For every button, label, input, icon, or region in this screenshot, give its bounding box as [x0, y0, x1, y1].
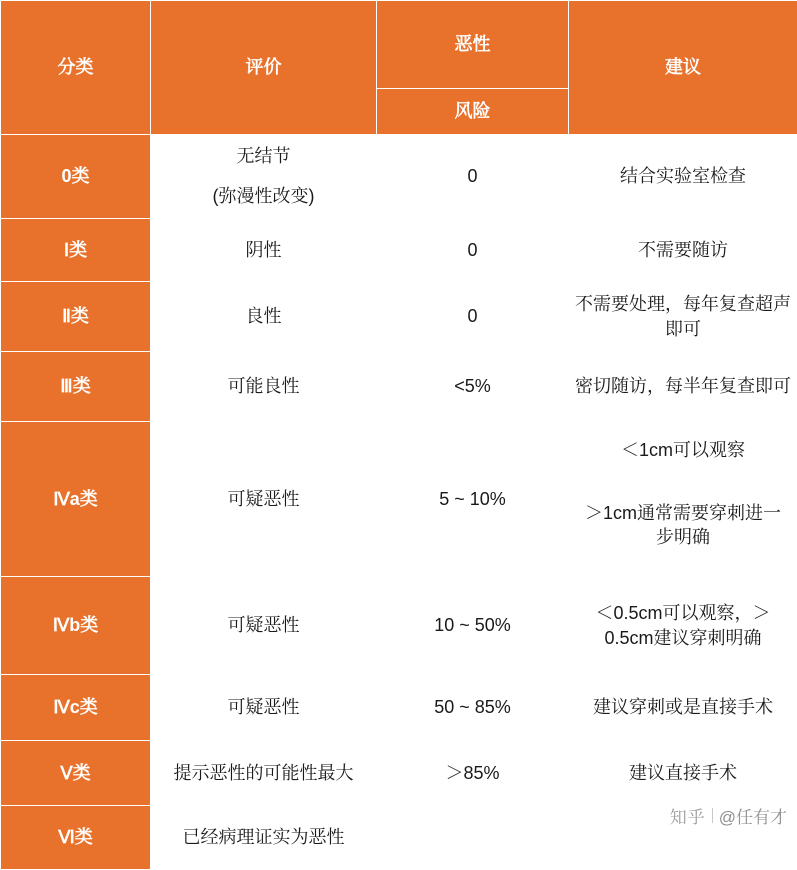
watermark: [670, 803, 787, 828]
row-advice: 结合实验室检查: [569, 135, 797, 219]
row-risk: [377, 806, 569, 870]
header-advice: 建议: [569, 1, 797, 135]
row-risk: 10 ~ 50%: [377, 577, 569, 675]
row-advice: [569, 422, 797, 577]
table-row: [1, 282, 797, 352]
table-row: [1, 675, 797, 741]
zhihu-logo-icon: 知乎: [670, 803, 706, 828]
table-row: [1, 577, 797, 675]
row-risk: 0: [377, 219, 569, 282]
row-category: Ⅳb类: [1, 577, 151, 675]
watermark-divider: [712, 808, 713, 823]
row-advice: 密切随访，每半年复查即可: [569, 352, 797, 422]
table-row: [1, 219, 797, 282]
row-advice: ＜0.5cm可以观察，＞0.5cm建议穿刺明确: [569, 577, 797, 675]
row-evaluation: 可疑恶性: [151, 577, 377, 675]
row-evaluation: 阴性: [151, 219, 377, 282]
row-advice: 建议穿刺或是直接手术: [569, 675, 797, 741]
row-risk: ＞85%: [377, 741, 569, 806]
row-advice: 不需要处理，每年复查超声即可: [569, 282, 797, 352]
row-category: Ⅳc类: [1, 675, 151, 741]
table-row: [1, 741, 797, 806]
header-risk: 风险: [377, 89, 569, 135]
row-evaluation: 可疑恶性: [151, 675, 377, 741]
row-evaluation: [151, 135, 377, 219]
row-evaluation-line: 无结节: [156, 137, 372, 176]
row-risk: 50 ~ 85%: [377, 675, 569, 741]
row-category: 0类: [1, 135, 151, 219]
row-category: Ⅰ类: [1, 219, 151, 282]
table-row: [1, 352, 797, 422]
watermark-username: @任有才: [719, 803, 787, 828]
row-risk: 5 ~ 10%: [377, 422, 569, 577]
row-category: Ⅴ类: [1, 741, 151, 806]
header-evaluation: 评价: [151, 1, 377, 135]
row-advice: 不需要随访: [569, 219, 797, 282]
row-evaluation: 良性: [151, 282, 377, 352]
row-evaluation: 已经病理证实为恶性: [151, 806, 377, 870]
row-category: Ⅲ类: [1, 352, 151, 422]
row-risk: 0: [377, 135, 569, 219]
row-advice-line: ＜1cm可以观察: [574, 424, 793, 476]
row-category: Ⅳa类: [1, 422, 151, 577]
row-evaluation: 可能良性: [151, 352, 377, 422]
row-category: Ⅱ类: [1, 282, 151, 352]
table-header-row: [1, 1, 797, 89]
table-row: [1, 422, 797, 577]
row-evaluation-line: (弥漫性改变): [156, 176, 372, 216]
row-risk: 0: [377, 282, 569, 352]
row-category: Ⅵ类: [1, 806, 151, 870]
header-category: 分类: [1, 1, 151, 135]
row-evaluation: 可疑恶性: [151, 422, 377, 577]
row-advice: 建议直接手术: [569, 741, 797, 806]
row-evaluation: 提示恶性的可能性最大: [151, 741, 377, 806]
row-risk: <5%: [377, 352, 569, 422]
header-malignancy: 恶性: [377, 1, 569, 89]
row-advice-line: ＞1cm通常需要穿刺进一步明确: [574, 476, 793, 573]
table-row: [1, 135, 797, 219]
